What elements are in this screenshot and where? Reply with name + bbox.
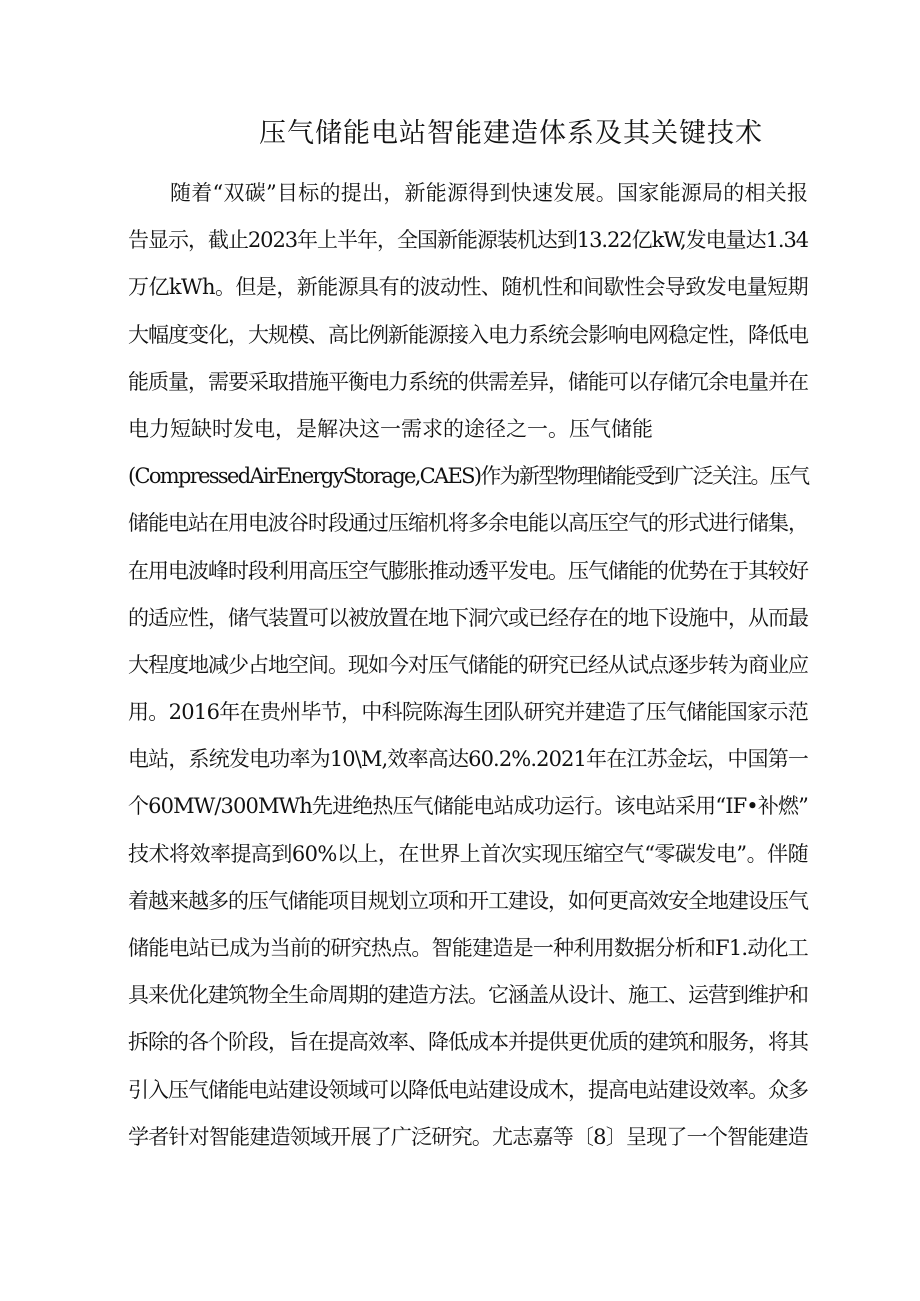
body-line: 万亿kWh。但是，新能源具有的波动性、随机性和间歇性会导致发电量短期 [128,275,808,300]
body-line: 在用电波峰时段利用高压空气膨胀推动透平发电。压气储能的优势在于其较好 [128,558,808,583]
body-line: 用。2016年在贵州毕节，中科院陈海生团队研究并建造了压气储能国家示范 [128,700,808,725]
body-line: 储能电站已成为当前的研究热点。智能建造是一种利用数据分析和F1.动化工 [128,936,808,960]
body-line: 学者针对智能建造领域开展了广泛研究。尤志嘉等〔8〕呈现了一个智能建造 [128,1124,808,1149]
body-line: 具来优化建筑物全生命周期的建造方法。它涵盖从设计、施工、运营到维护和 [128,983,808,1008]
body-line: (CompressedAirEnergyStorage,CAES)作为新型物理储能受到广泛关注。压气 [128,464,809,489]
body-line: 电力短缺时发电，是解决这一需求的途径之一。压气储能 [128,416,653,441]
body-line: 个60MW/300MWh先进绝热压气储能电站成功运行。该电站采用“IF•补燃” [128,794,808,819]
document-body [128,170,808,1161]
body-line: 引入压气储能电站建设领域可以降低电站建设成木，提高电站建设效率。众多 [128,1077,808,1102]
body-line: 拆除的各个阶段，旨在提高效率、降低成本并提供更优质的建筑和服务，将其 [128,1030,808,1055]
body-line: 储能电站在用电波谷时段通过压缩机将多余电能以高压空气的形式进行储集， [128,511,808,536]
body-line: 技术将效率提高到60%以上，在世界上首次实现压缩空气“零碳发电”。伴随 [128,841,808,866]
body-line: 着越来越多的压气储能项目规划立项和开工建设，如何更高效安全地建设压气 [128,888,808,913]
body-line: 告显示，截止2023年上半年，全国新能源装机达到13.22亿kW,发电量达1.34 [128,228,808,253]
body-line: 能质量，需要采取措施平衡电力系统的供需差异，储能可以存储冗余电量并在 [128,369,808,394]
body-line: 电站，系统发电功率为10\M,效率高达60.2%.2021年在江苏金坛，中国第一 [128,747,808,772]
body-line: 大程度地减少占地空间。现如今对压气储能的研究已经从试点逐步转为商业应 [128,652,808,677]
body-line: 随着“双碳”目标的提出，新能源得到快速发展。国家能源局的相关报 [170,181,808,205]
body-line: 大幅度变化，大规模、高比例新能源接入电力系统会影响电网稳定性，降低电 [128,322,808,347]
body-line: 的适应性，储气装置可以被放置在地下洞穴或已经存在的地下设施中，从而最 [128,605,808,630]
document-title: 压气储能电站智能建造体系及其关键技术 [259,118,763,149]
